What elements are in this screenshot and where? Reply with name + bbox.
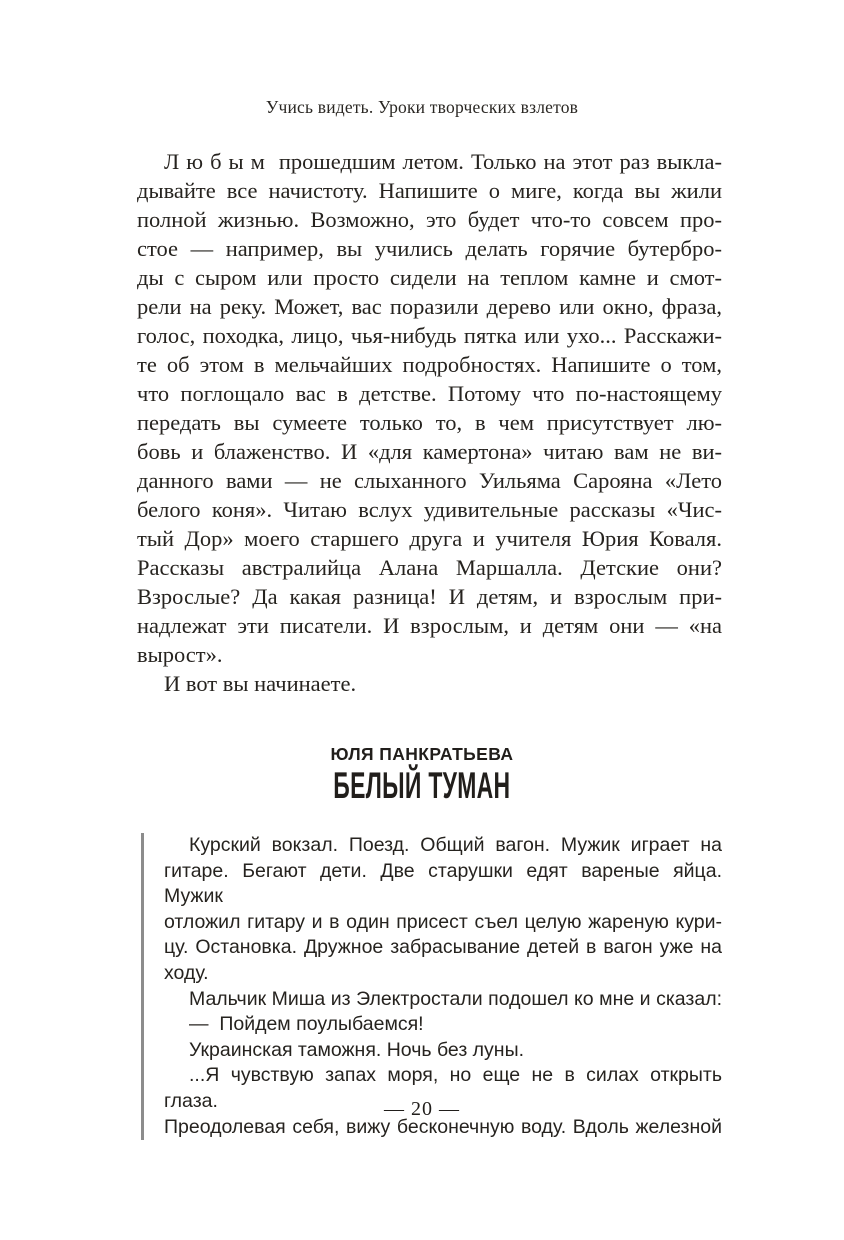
text-line: Преодолевая себя, вижу бесконечную воду. Вдоль железной bbox=[164, 1115, 722, 1138]
text-line: ...Я чувствую запах моря, но еще не в силах открыть глаза. bbox=[164, 1064, 728, 1112]
text-line: Рассказы австралийца Алана Маршалла. Детские они? bbox=[137, 555, 722, 580]
text-line: рели на реку. Может, вас поразили дерево или окно, фраза, bbox=[137, 294, 722, 319]
page-number: — 20 — bbox=[384, 1098, 460, 1120]
text-line: — Пойдем поулыбаемся! bbox=[189, 1013, 424, 1036]
text-line: дывайте все начистоту. Напишите о миге, когда вы жили bbox=[137, 178, 722, 203]
text-line: ды с сыром или просто сидели на теплом камне и смот- bbox=[137, 265, 722, 290]
text-line: передать вы сумеете только то, в чем присутствует лю- bbox=[137, 410, 722, 435]
text-line: голос, походка, лицо, чья-нибудь пятка или ухо... Расскажи- bbox=[137, 323, 722, 348]
text-line: белого коня». Читаю вслух удивительные рассказы «Чис- bbox=[137, 497, 722, 522]
text-line: тый Дор» моего старшего друга и учителя Юрия Коваля. bbox=[137, 526, 722, 551]
text-line: Курский вокзал. Поезд. Общий вагон. Мужик играет на bbox=[189, 834, 722, 856]
story-title: БЕЛЫЙ ТУМАН bbox=[333, 765, 511, 806]
story-title-wrap bbox=[0, 765, 844, 812]
lesson-paragraph bbox=[137, 147, 722, 669]
text-line: бовь и блаженство. И «для камертона» читаю вам не ви- bbox=[137, 439, 722, 464]
story-heading bbox=[0, 744, 844, 812]
text-line: стое — например, вы учились делать горячие бутербро- bbox=[137, 236, 722, 261]
lesson-closing-line: И вот вы начинаете. bbox=[164, 671, 357, 696]
running-header: Учись видеть. Уроки творческих взлетов bbox=[265, 97, 579, 117]
lesson-text-column bbox=[137, 147, 722, 698]
text-line: отложил гитару и в один присест съел целую жареную кури- bbox=[164, 910, 722, 933]
text-line: Взрослые? Да какая разница! И детям, и взрослым при- bbox=[137, 584, 722, 609]
text-line: ходу. bbox=[164, 961, 209, 984]
text-line: данного вами — не слыханного Уильяма Сарояна «Лето bbox=[137, 468, 722, 493]
text-line: Украинская таможня. Ночь без луны. bbox=[189, 1038, 525, 1061]
text-line: полной жизнью. Возможно, это будет что-то совсем про- bbox=[137, 207, 722, 232]
text-line: цу. Остановка. Дружное забрасывание детей в вагон уже на bbox=[164, 936, 722, 959]
text-line: гитаре. Бегают дети. Две старушки едят вареные яйца. Мужик bbox=[164, 859, 728, 908]
text-line: те об этом в мельчайших подробностях. Напишите о том, bbox=[137, 352, 722, 377]
text-line: надлежат эти писатели. И взрослым, и детям они — «на bbox=[137, 613, 722, 638]
text-line: что поглощало вас в детстве. Потому что по-настоящему bbox=[137, 381, 722, 406]
story-author: ЮЛЯ ПАНКРАТЬЕВА bbox=[330, 744, 514, 764]
text-line: Мальчик Миша из Электростали подошел ко мне и сказал: bbox=[189, 987, 722, 1010]
story-excerpt-blockquote bbox=[141, 833, 728, 1140]
text-line: Л ю б ы м прошедшим летом. Только на этот раз выкла- bbox=[164, 149, 722, 174]
text-line: вырост». bbox=[137, 642, 223, 667]
